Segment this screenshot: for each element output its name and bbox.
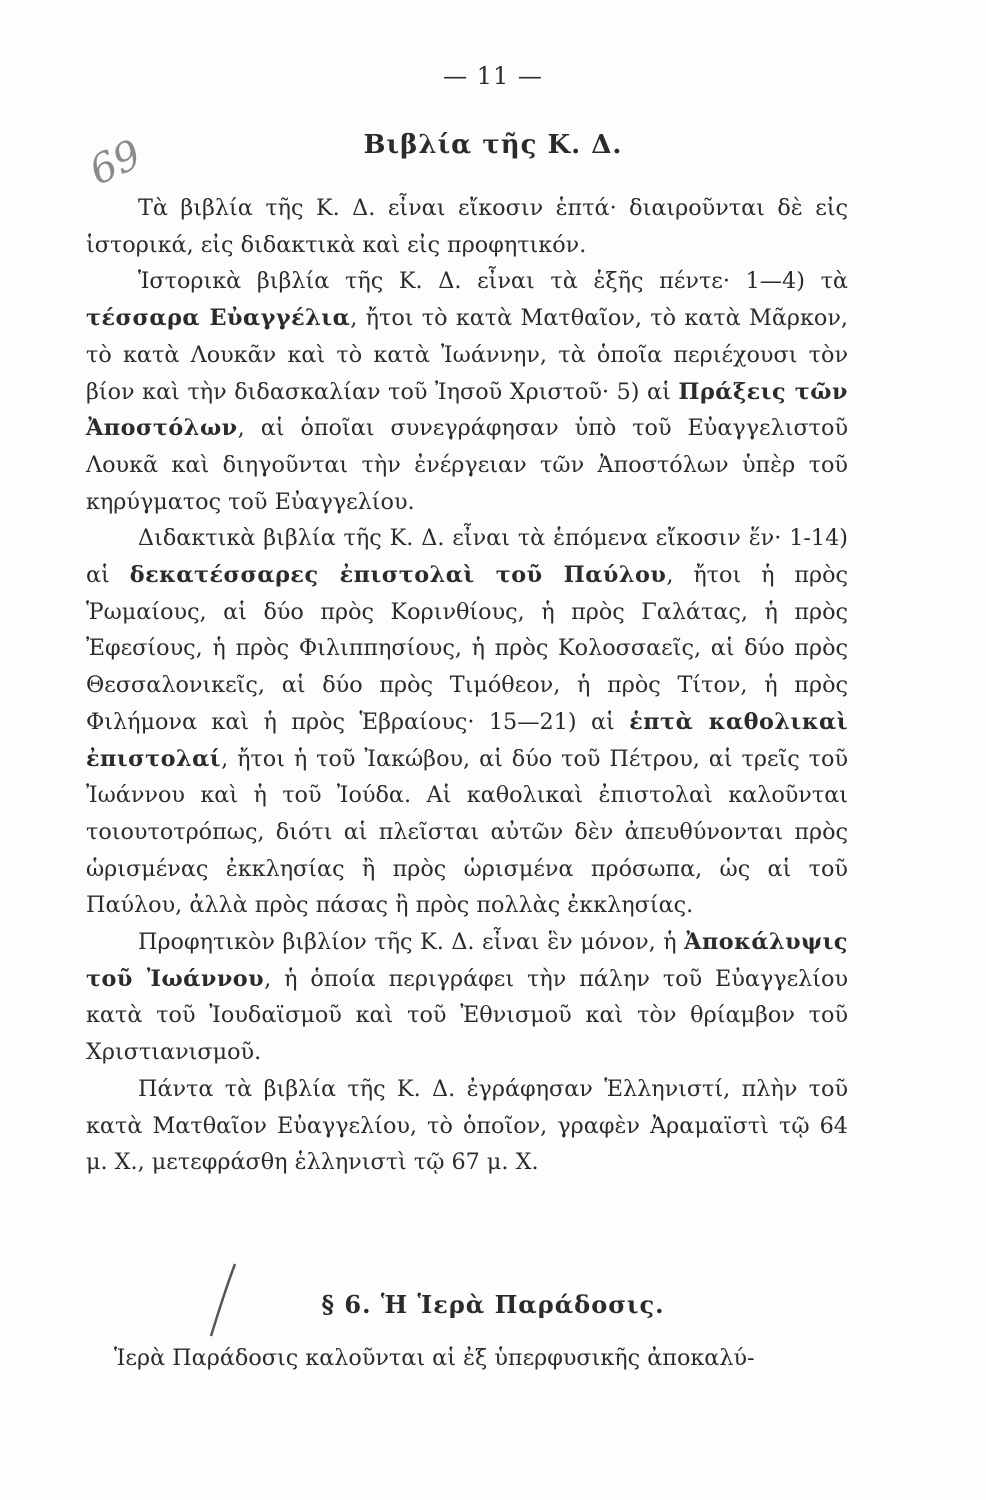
bold-term-pauline-epistles: δεκατέσσαρες ἐπιστολαὶ τοῦ Παύλου bbox=[129, 562, 667, 589]
paragraph-1: Τὰ βιβλία τῆς Κ. Δ. εἶναι εἴκοσιν ἑπτά· διαιροῦνται δὲ εἰς ἱστορικά, εἰς διδακτικὰ καὶ εἰς προφητικόν. bbox=[86, 195, 848, 258]
bold-term-gospels: τέσσαρα Εὐαγγέλια bbox=[86, 305, 351, 332]
paragraph-2-text-d: , αἱ ὁποῖαι συνεγράφησαν ὑπὸ τοῦ Εὐαγγελιστοῦ Λουκᾶ καὶ διηγοῦνται τὴν ἐνέργειαν τῶν Ἀποστόλων ὑπὲρ τοῦ κηρύγματος τοῦ Εὐαγγελίου. bbox=[86, 415, 848, 515]
bold-term-revelation: Ἀποκάλυψις τοῦ Ἰωάννου bbox=[86, 929, 848, 992]
paragraph-3-text-a: Διδακτικὰ βιβλία τῆς Κ. Δ. εἶναι τὰ ἑπόμενα εἴκοσιν ἕν· 1-14) αἱ bbox=[86, 525, 848, 589]
paragraph-4-text-a: Προφητικὸν βιβλίον τῆς Κ. Δ. εἶναι ἓν μόνον, ἡ bbox=[138, 929, 685, 956]
paragraph-2-text-a: Ἱστορικὰ βιβλία τῆς Κ. Δ. εἶναι τὰ ἑξῆς πέντε· 1—4) τὰ bbox=[138, 268, 848, 295]
paragraph-3-text-c: , ἤτοι ἡ πρὸς Ῥωμαίους, αἱ δύο πρὸς Κορινθίους, ἡ πρὸς Γαλάτας, ἡ πρὸς Ἐφεσίους, ἡ πρὸς Φιλιππησίους, ἡ πρὸς Κολοσσαεῖς, αἱ δύο πρὸς Θεσσαλονικεῖς, αἱ δύο πρὸς Τιμόθεον, ἡ πρὸς Τίτον, ἡ πρὸς Φιλήμονα καὶ ἡ πρὸς Ἑβραίους· 15—21) αἱ bbox=[86, 562, 849, 735]
page-title: Βιβλία τῆς Κ. Δ. bbox=[363, 130, 623, 160]
section-heading: § 6. Ἡ Ἱερὰ Παράδοσις. bbox=[321, 1290, 665, 1319]
paragraph-4 bbox=[86, 924, 848, 1071]
paragraph-2-text-c: , ἤτοι τὸ κατὰ Ματθαῖον, τὸ κατὰ Μᾶρκον, τὸ κατὰ Λουκᾶν καὶ τὸ κατὰ Ἰωάννην, τὰ ὁποῖα περιέχουσι τὸν βίον καὶ τὴν διδασκαλίαν τοῦ Ἰησοῦ Χριστοῦ· 5) αἱ bbox=[86, 305, 849, 405]
handwritten-margin-mark: 69 bbox=[82, 131, 149, 195]
paragraph-3 bbox=[86, 520, 848, 924]
bold-term-acts: Πράξεις τῶν Ἀποστόλων bbox=[86, 378, 849, 442]
body-text bbox=[86, 190, 848, 1181]
paragraph-3-text-d: , ἤτοι ἡ τοῦ Ἰακώβου, αἱ δύο τοῦ Πέτρου, αἱ τρεῖς τοῦ Ἰωάννου καὶ ἡ τοῦ Ἰούδα. Αἱ καθολικαὶ ἐπιστολαὶ καλοῦνται τοιουτοτρόπως, διότι αἱ πλεῖσται αὐτῶν δὲν ἀπευθύνονται πρὸς ὡρισμένας ἐκκλησίας ἢ πρὸς ὡρισμένα πρόσωπα, ὡς αἱ τοῦ Παύλου, ἀλλὰ πρὸς πάσας ἢ πρὸς πολλὰς ἐκκλησίας. bbox=[86, 745, 848, 919]
paragraph-6-start: Ἱερὰ Παράδοσις καλοῦνται αἱ ἐξ ὑπερφυσικῆς ἀποκαλύ- bbox=[114, 1345, 755, 1371]
page-number: — 11 — bbox=[443, 62, 543, 90]
paragraph-5: Πάντα τὰ βιβλία τῆς Κ. Δ. ἐγράφησαν Ἑλληνιστί, πλὴν τοῦ κατὰ Ματθαῖον Εὐαγγελίου, τὸ ὁποῖον, γραφὲν Ἀραμαϊστὶ τῷ 64 μ. Χ., μετεφράσθη ἑλληνιστὶ τῷ 67 μ. Χ. bbox=[86, 1075, 848, 1176]
paragraph-2 bbox=[86, 263, 848, 520]
bold-term-catholic-epistles: ἑπτὰ καθολικαὶ ἐπιστολαί bbox=[86, 708, 848, 772]
paragraph-4-text-c: , ἡ ὁποία περιγράφει τὴν πάλην τοῦ Εὐαγγελίου κατὰ τοῦ Ἰουδαϊσμοῦ καὶ τοῦ Ἐθνισμοῦ καὶ τὸν θρίαμβον τοῦ Χριστιανισμοῦ. bbox=[86, 965, 848, 1066]
